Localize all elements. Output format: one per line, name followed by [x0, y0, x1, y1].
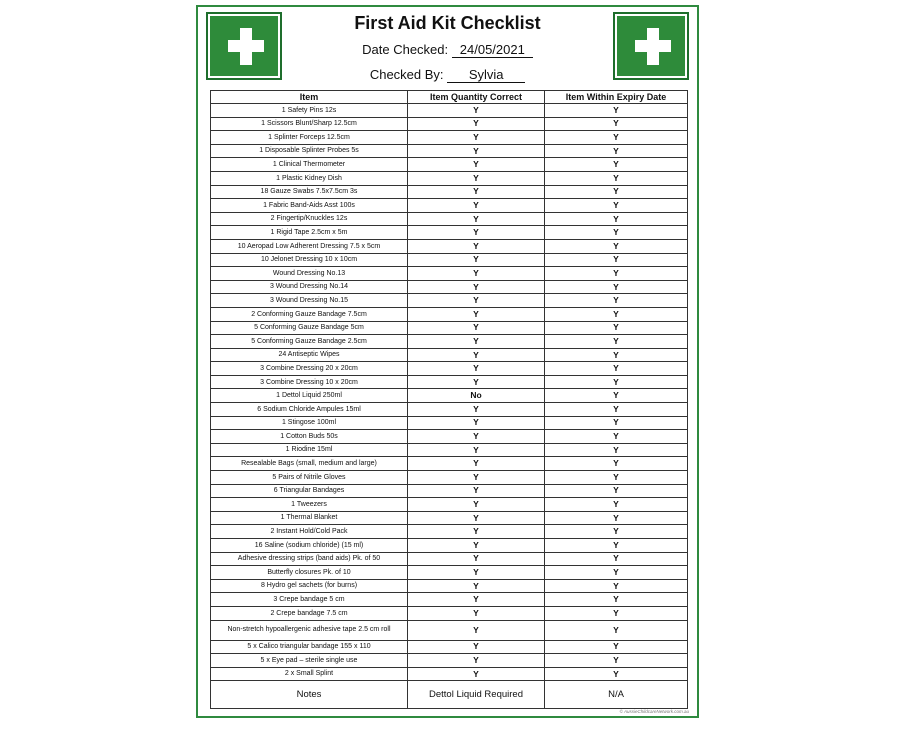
- quantity-correct-cell: Y: [408, 579, 545, 593]
- quantity-correct-cell: Y: [408, 525, 545, 539]
- quantity-correct-cell: Y: [408, 416, 545, 430]
- table-row: [211, 199, 688, 213]
- column-header-quantity: Item Quantity Correct: [408, 91, 545, 104]
- within-expiry-cell: Y: [545, 539, 688, 553]
- quantity-correct-cell: Y: [408, 117, 545, 131]
- table-row: [211, 511, 688, 525]
- item-name-cell: 1 Rigid Tape 2.5cm x 5m: [211, 226, 408, 240]
- item-name-cell: 2 Crepe bandage 7.5 cm: [211, 606, 408, 620]
- item-name-cell: 2 Conforming Gauze Bandage 7.5cm: [211, 307, 408, 321]
- quantity-correct-cell: Y: [408, 667, 545, 681]
- table-row: [211, 403, 688, 417]
- table-row: [211, 335, 688, 349]
- item-name-cell: Resealable Bags (small, medium and large): [211, 457, 408, 471]
- item-name-cell: Butterfly closures Pk. of 10: [211, 566, 408, 580]
- quantity-correct-cell: Y: [408, 471, 545, 485]
- within-expiry-cell: Y: [545, 416, 688, 430]
- table-row: [211, 484, 688, 498]
- item-name-cell: 3 Wound Dressing No.15: [211, 294, 408, 308]
- quantity-correct-cell: Y: [408, 321, 545, 335]
- within-expiry-cell: Y: [545, 552, 688, 566]
- within-expiry-cell: Y: [545, 226, 688, 240]
- within-expiry-cell: Y: [545, 667, 688, 681]
- item-name-cell: 3 Wound Dressing No.14: [211, 280, 408, 294]
- within-expiry-cell: Y: [545, 403, 688, 417]
- item-name-cell: Non-stretch hypoallergenic adhesive tape 2.5 cm roll: [211, 620, 408, 640]
- table-row: [211, 443, 688, 457]
- item-name-cell: 18 Gauze Swabs 7.5x7.5cm 3s: [211, 185, 408, 199]
- item-name-cell: 3 Combine Dressing 20 x 20cm: [211, 362, 408, 376]
- within-expiry-cell: Y: [545, 117, 688, 131]
- item-name-cell: 2 Fingertip/Knuckles 12s: [211, 212, 408, 226]
- table-row: [211, 620, 688, 640]
- table-row: [211, 226, 688, 240]
- item-name-cell: 6 Sodium Chloride Ampules 15ml: [211, 403, 408, 417]
- item-name-cell: 10 Jelonet Dressing 10 x 10cm: [211, 253, 408, 267]
- table-header-row: [211, 91, 688, 104]
- table-row: [211, 498, 688, 512]
- quantity-correct-cell: Y: [408, 226, 545, 240]
- column-header-expiry: Item Within Expiry Date: [545, 91, 688, 104]
- quantity-correct-cell: Y: [408, 606, 545, 620]
- quantity-correct-cell: Y: [408, 104, 545, 118]
- within-expiry-cell: Y: [545, 484, 688, 498]
- table-row: [211, 654, 688, 668]
- quantity-correct-cell: Y: [408, 307, 545, 321]
- quantity-correct-cell: Y: [408, 185, 545, 199]
- quantity-correct-cell: Y: [408, 267, 545, 281]
- quantity-correct-cell: Y: [408, 375, 545, 389]
- quantity-correct-cell: Y: [408, 212, 545, 226]
- notes-label: Notes: [211, 681, 408, 709]
- quantity-correct-cell: Y: [408, 511, 545, 525]
- table-row: [211, 117, 688, 131]
- table-row: [211, 158, 688, 172]
- column-header-item: Item: [211, 91, 408, 104]
- table-row: [211, 131, 688, 145]
- table-row: [211, 185, 688, 199]
- within-expiry-cell: Y: [545, 294, 688, 308]
- quantity-correct-cell: Y: [408, 593, 545, 607]
- quantity-correct-cell: Y: [408, 443, 545, 457]
- quantity-correct-cell: Y: [408, 457, 545, 471]
- table-row: [211, 171, 688, 185]
- within-expiry-cell: Y: [545, 199, 688, 213]
- item-name-cell: 1 Safety Pins 12s: [211, 104, 408, 118]
- table-row: [211, 606, 688, 620]
- checked-by-label: Checked By:: [369, 67, 444, 82]
- table-row: [211, 416, 688, 430]
- quantity-correct-cell: Y: [408, 348, 545, 362]
- within-expiry-cell: Y: [545, 158, 688, 172]
- within-expiry-cell: Y: [545, 640, 688, 654]
- table-row: [211, 389, 688, 403]
- item-name-cell: Adhesive dressing strips (band aids) Pk. of 50: [211, 552, 408, 566]
- quantity-correct-cell: Y: [408, 131, 545, 145]
- item-name-cell: 8 Hydro gel sachets (for burns): [211, 579, 408, 593]
- item-name-cell: 16 Saline (sodium chloride) (15 ml): [211, 539, 408, 553]
- date-checked-line: [198, 42, 697, 58]
- quantity-correct-cell: Y: [408, 498, 545, 512]
- item-name-cell: 3 Crepe bandage 5 cm: [211, 593, 408, 607]
- quantity-correct-cell: Y: [408, 280, 545, 294]
- within-expiry-cell: Y: [545, 593, 688, 607]
- table-row: [211, 239, 688, 253]
- within-expiry-cell: Y: [545, 239, 688, 253]
- notes-row: [211, 681, 688, 709]
- table-row: [211, 294, 688, 308]
- footer-credit: © AussieChildcareNetwork.com.au: [619, 709, 689, 714]
- item-name-cell: 1 Riodine 15ml: [211, 443, 408, 457]
- within-expiry-cell: Y: [545, 185, 688, 199]
- table-row: [211, 362, 688, 376]
- table-row: [211, 212, 688, 226]
- quantity-correct-cell: Y: [408, 403, 545, 417]
- table-row: [211, 307, 688, 321]
- notes-expiry: N/A: [545, 681, 688, 709]
- within-expiry-cell: Y: [545, 171, 688, 185]
- within-expiry-cell: Y: [545, 471, 688, 485]
- quantity-correct-cell: Y: [408, 239, 545, 253]
- table-row: [211, 593, 688, 607]
- page-title: First Aid Kit Checklist: [354, 13, 541, 33]
- quantity-correct-cell: Y: [408, 253, 545, 267]
- table-row: [211, 280, 688, 294]
- within-expiry-cell: Y: [545, 566, 688, 580]
- table-row: [211, 640, 688, 654]
- quantity-correct-cell: Y: [408, 654, 545, 668]
- quantity-correct-cell: Y: [408, 430, 545, 444]
- quantity-correct-cell: Y: [408, 158, 545, 172]
- item-name-cell: 5 x Eye pad – sterile single use: [211, 654, 408, 668]
- quantity-correct-cell: Y: [408, 552, 545, 566]
- table-row: [211, 267, 688, 281]
- table-row: [211, 348, 688, 362]
- quantity-correct-cell: Y: [408, 335, 545, 349]
- within-expiry-cell: Y: [545, 579, 688, 593]
- quantity-correct-cell: Y: [408, 144, 545, 158]
- quantity-correct-cell: Y: [408, 484, 545, 498]
- table-row: [211, 566, 688, 580]
- table-row: [211, 144, 688, 158]
- within-expiry-cell: Y: [545, 443, 688, 457]
- quantity-correct-cell: No: [408, 389, 545, 403]
- within-expiry-cell: Y: [545, 606, 688, 620]
- table-row: [211, 471, 688, 485]
- date-checked-value: 24/05/2021: [452, 42, 533, 58]
- within-expiry-cell: Y: [545, 335, 688, 349]
- item-name-cell: 1 Thermal Blanket: [211, 511, 408, 525]
- quantity-correct-cell: Y: [408, 566, 545, 580]
- item-name-cell: 1 Stingose 100ml: [211, 416, 408, 430]
- within-expiry-cell: Y: [545, 267, 688, 281]
- item-name-cell: 24 Antiseptic Wipes: [211, 348, 408, 362]
- item-name-cell: 5 Conforming Gauze Bandage 5cm: [211, 321, 408, 335]
- table-row: [211, 375, 688, 389]
- item-name-cell: 6 Triangular Bandages: [211, 484, 408, 498]
- item-name-cell: 3 Combine Dressing 10 x 20cm: [211, 375, 408, 389]
- within-expiry-cell: Y: [545, 620, 688, 640]
- item-name-cell: 1 Dettol Liquid 250ml: [211, 389, 408, 403]
- within-expiry-cell: Y: [545, 525, 688, 539]
- within-expiry-cell: Y: [545, 389, 688, 403]
- notes-quantity: Dettol Liquid Required: [408, 681, 545, 709]
- within-expiry-cell: Y: [545, 144, 688, 158]
- item-name-cell: 1 Tweezers: [211, 498, 408, 512]
- table-row: [211, 552, 688, 566]
- item-name-cell: 1 Plastic Kidney Dish: [211, 171, 408, 185]
- item-name-cell: 5 Conforming Gauze Bandage 2.5cm: [211, 335, 408, 349]
- within-expiry-cell: Y: [545, 131, 688, 145]
- table-row: [211, 104, 688, 118]
- within-expiry-cell: Y: [545, 212, 688, 226]
- within-expiry-cell: Y: [545, 104, 688, 118]
- item-name-cell: 2 Instant Hold/Cold Pack: [211, 525, 408, 539]
- quantity-correct-cell: Y: [408, 199, 545, 213]
- item-name-cell: 1 Scissors Blunt/Sharp 12.5cm: [211, 117, 408, 131]
- table-row: [211, 253, 688, 267]
- quantity-correct-cell: Y: [408, 620, 545, 640]
- within-expiry-cell: Y: [545, 375, 688, 389]
- table-row: [211, 321, 688, 335]
- within-expiry-cell: Y: [545, 430, 688, 444]
- quantity-correct-cell: Y: [408, 362, 545, 376]
- within-expiry-cell: Y: [545, 321, 688, 335]
- within-expiry-cell: Y: [545, 307, 688, 321]
- table-row: [211, 457, 688, 471]
- within-expiry-cell: Y: [545, 253, 688, 267]
- item-name-cell: 1 Cotton Buds 50s: [211, 430, 408, 444]
- checked-by-value: Sylvia: [447, 67, 525, 83]
- table-row: [211, 430, 688, 444]
- item-name-cell: Wound Dressing No.13: [211, 267, 408, 281]
- quantity-correct-cell: Y: [408, 539, 545, 553]
- checklist-table: [210, 90, 688, 709]
- item-name-cell: 1 Disposable Splinter Probes 5s: [211, 144, 408, 158]
- item-name-cell: 1 Splinter Forceps 12.5cm: [211, 131, 408, 145]
- table-row: [211, 579, 688, 593]
- table-row: [211, 539, 688, 553]
- quantity-correct-cell: Y: [408, 171, 545, 185]
- item-name-cell: 5 x Calico triangular bandage 155 x 110: [211, 640, 408, 654]
- date-checked-label: Date Checked:: [362, 42, 449, 57]
- within-expiry-cell: Y: [545, 280, 688, 294]
- item-name-cell: 1 Clinical Thermometer: [211, 158, 408, 172]
- item-name-cell: 5 Pairs of Nitrile Gloves: [211, 471, 408, 485]
- within-expiry-cell: Y: [545, 654, 688, 668]
- within-expiry-cell: Y: [545, 511, 688, 525]
- within-expiry-cell: Y: [545, 457, 688, 471]
- checked-by-line: [198, 67, 697, 83]
- quantity-correct-cell: Y: [408, 294, 545, 308]
- quantity-correct-cell: Y: [408, 640, 545, 654]
- table-row: [211, 667, 688, 681]
- item-name-cell: 10 Aeropad Low Adherent Dressing 7.5 x 5cm: [211, 239, 408, 253]
- within-expiry-cell: Y: [545, 498, 688, 512]
- within-expiry-cell: Y: [545, 362, 688, 376]
- checklist-sheet: [196, 5, 699, 718]
- within-expiry-cell: Y: [545, 348, 688, 362]
- item-name-cell: 2 x Small Splint: [211, 667, 408, 681]
- item-name-cell: 1 Fabric Band-Aids Asst 100s: [211, 199, 408, 213]
- table-row: [211, 525, 688, 539]
